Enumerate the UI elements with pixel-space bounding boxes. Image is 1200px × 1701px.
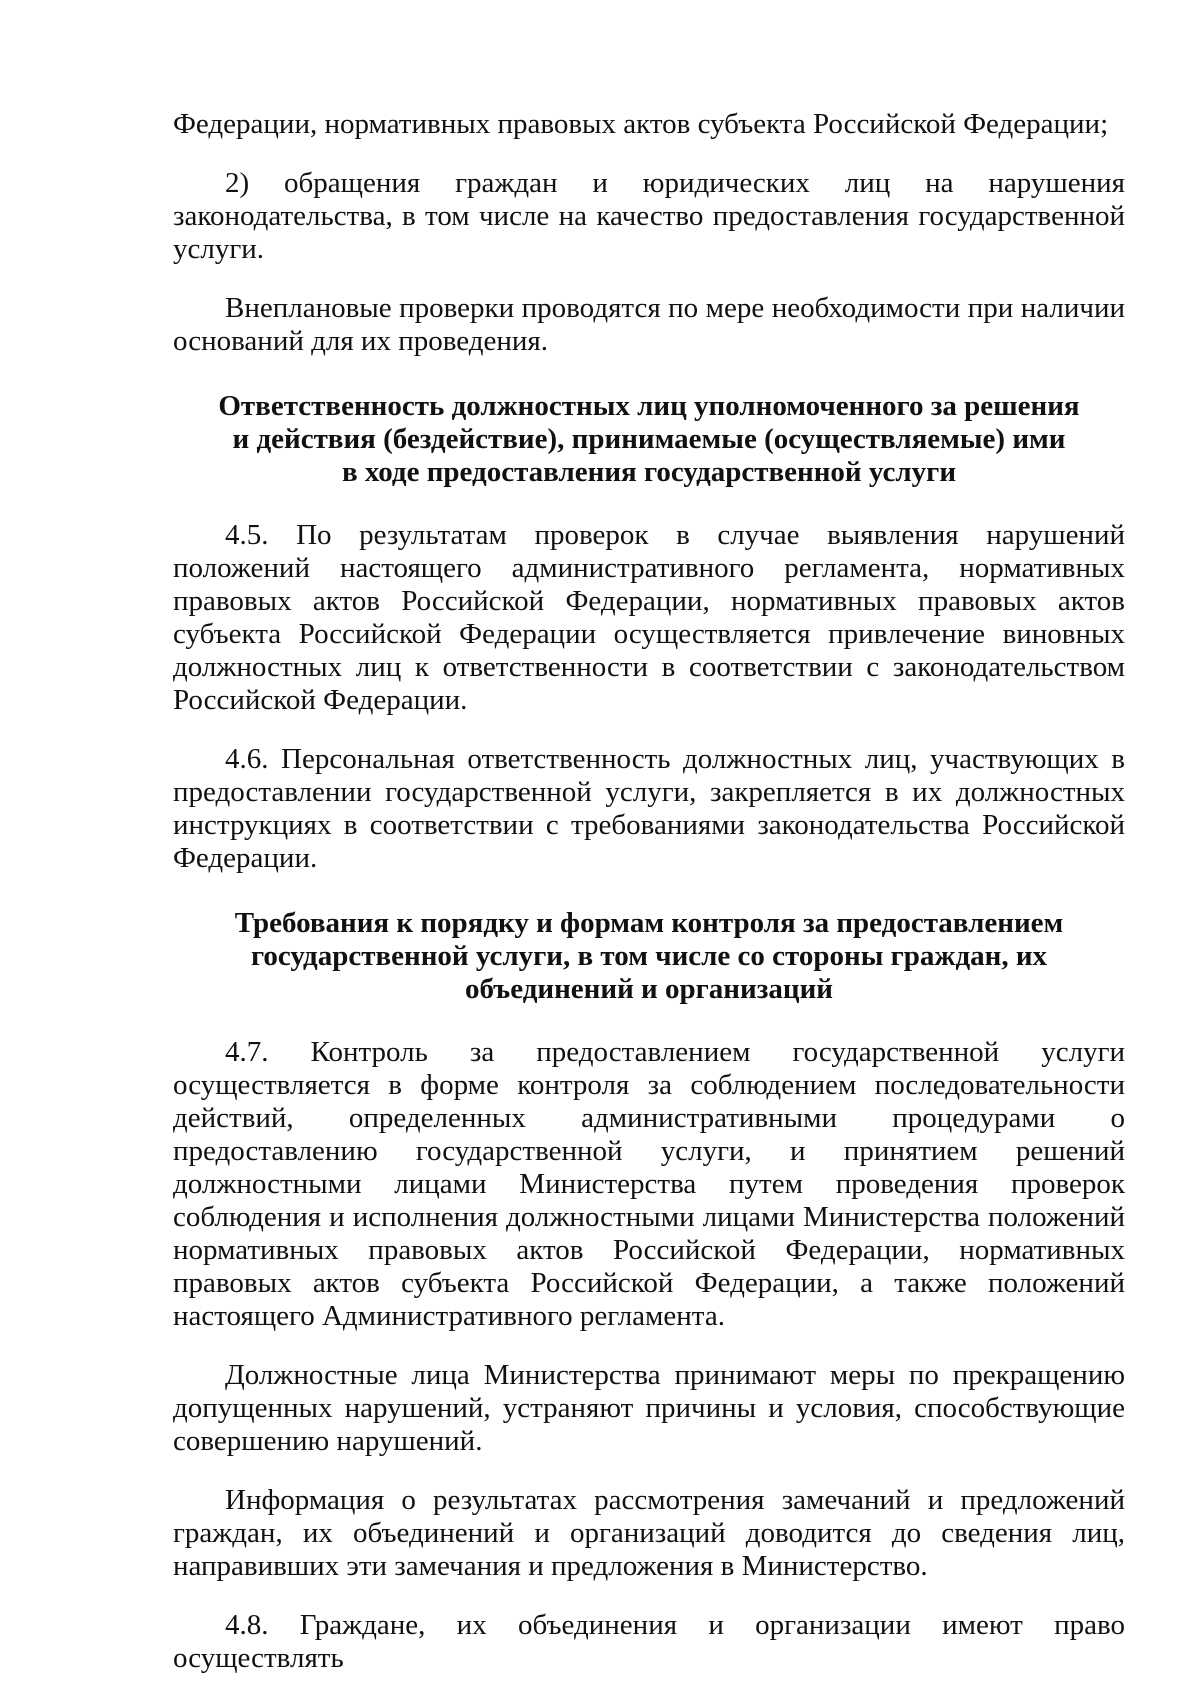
paragraph-information-results: Информация о результатах рассмотрения замечаний и предложений граждан, их объединений и организаций доводится до сведения лиц, направивших эти замечания и предложения в Министерство.: [173, 1484, 1125, 1582]
document-body: [173, 108, 1125, 1701]
paragraph-officials-measures: Должностные лица Министерства принимают меры по прекращению допущенных нарушений, устраняют причины и условия, способствующие совершению нарушений.: [173, 1359, 1125, 1457]
paragraph-continuation: Федерации, нормативных правовых актов субъекта Российской Федерации;: [173, 108, 1109, 140]
heading-line: Требования к порядку и формам контроля за предоставлением: [234, 907, 1064, 939]
heading-line: государственной услуги, в том числе со стороны граждан, их: [250, 940, 1048, 972]
paragraph-4-6: 4.6. Персональная ответственность должностных лиц, участвующих в предоставлении государственной услуги, закрепляется в их должностных инструкциях в соответствии с требованиями законодательства Российской Федерации.: [173, 743, 1125, 874]
paragraph-4-8: 4.8. Граждане, их объединения и организации имеют право осуществлять: [173, 1609, 1125, 1674]
paragraph-4-5: 4.5. По результатам проверок в случае выявления нарушений положений настоящего административного регламента, нормативных правовых актов Российской Федерации, нормативных правовых актов субъекта Российской Федерации осуществляется привлечение виновных должностных лиц к ответственности в соответствии с законодательством Российской Федерации.: [173, 519, 1125, 716]
section-heading-control-requirements: [173, 907, 1125, 1006]
paragraph-4-7: 4.7. Контроль за предоставлением государственной услуги осуществляется в форме контроля за соблюдением последовательности действий, определенных административными процедурами о предоставлению государственной услуги, и принятием решений должностными лицами Министерства путем проведения проверок соблюдения и исполнения должностными лицами Министерства положений нормативных правовых актов Российской Федерации, нормативных правовых актов субъекта Российской Федерации, а также положений настоящего Административного регламента.: [173, 1036, 1125, 1332]
paragraph-item-2: 2) обращения граждан и юридических лиц на нарушения законодательства, в том числе на качество предоставления государственной услуги.: [173, 167, 1125, 265]
heading-line: и действия (бездействие), принимаемые (осуществляемые) ими: [232, 423, 1066, 455]
heading-line: в ходе предоставления государственной услуги: [341, 456, 957, 488]
heading-line: объединений и организаций: [465, 973, 833, 1005]
heading-line: Ответственность должностных лиц уполномоченного за решения: [218, 390, 1080, 422]
section-heading-responsibility: [173, 390, 1125, 489]
paragraph-unscheduled-checks: Внеплановые проверки проводятся по мере необходимости при наличии оснований для их проведения.: [173, 292, 1125, 357]
